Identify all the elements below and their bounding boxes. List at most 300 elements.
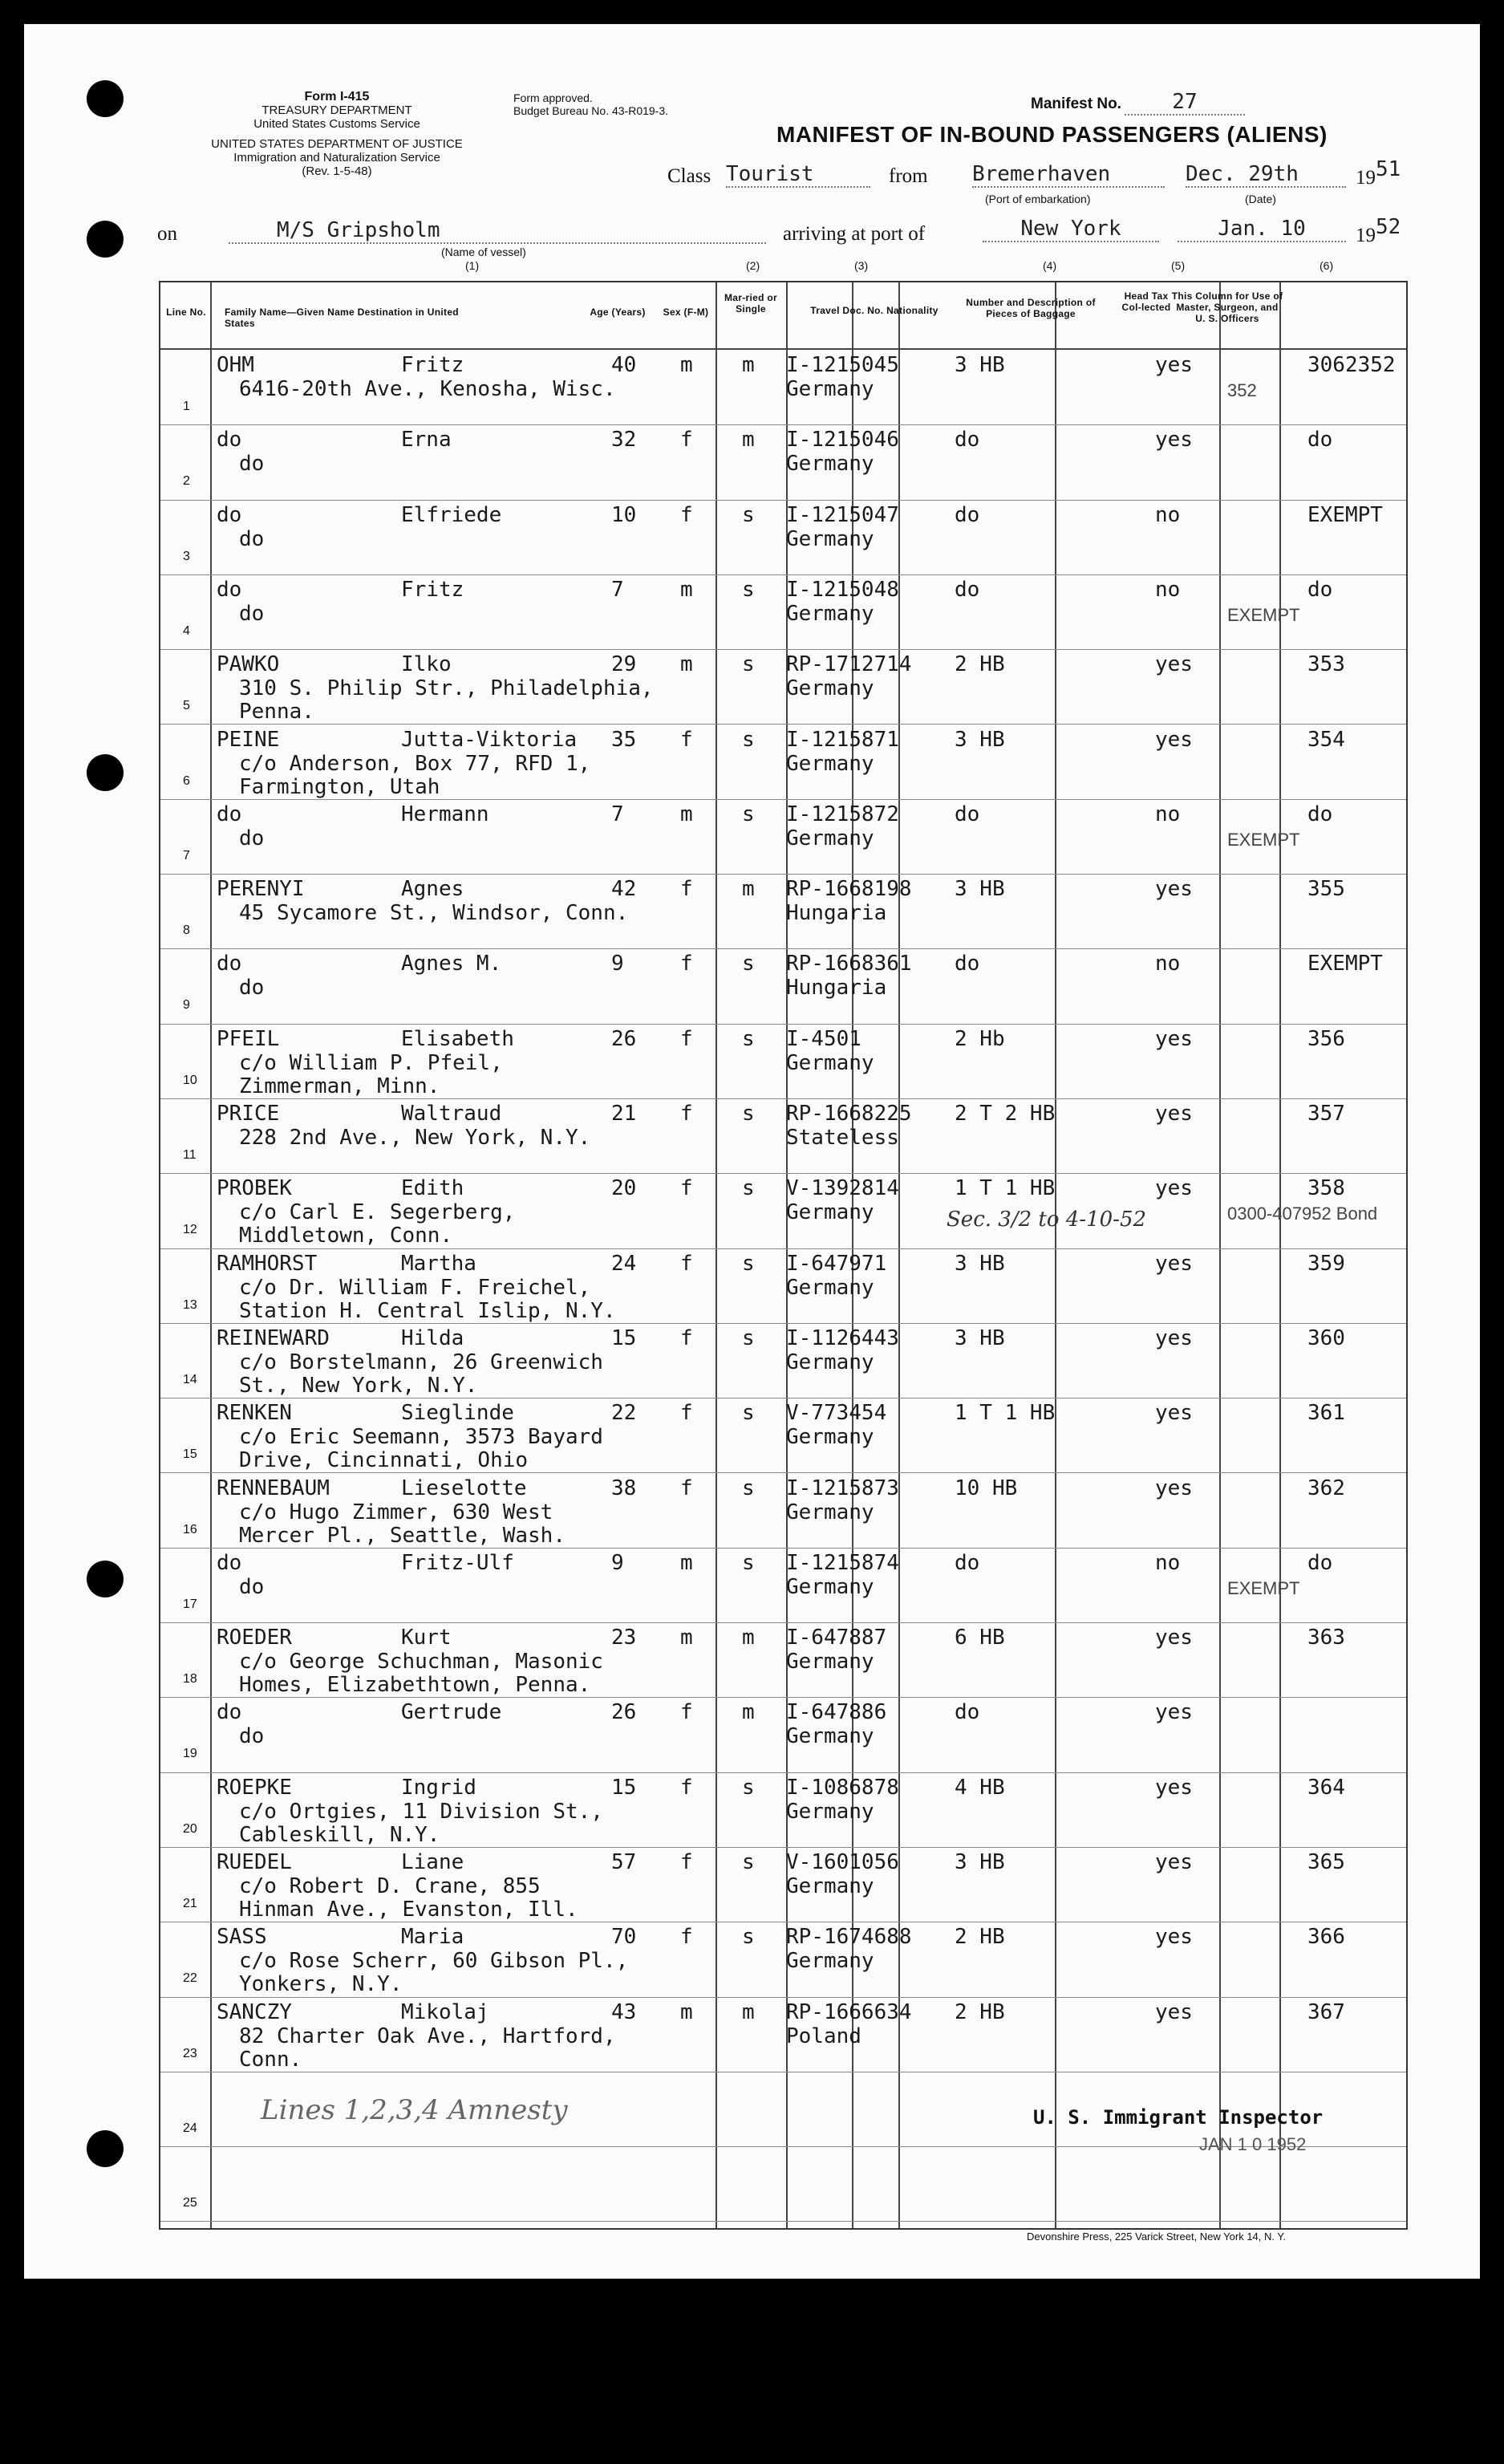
destination: 82 Charter Oak Ave., Hartford, [239, 2024, 616, 2048]
class-value: Tourist [726, 162, 870, 188]
family-name: RUEDEL [217, 1850, 292, 1874]
head-tax: no [1155, 502, 1181, 527]
travel-doc-number: I-647887 [786, 1626, 887, 1650]
line-number: 3 [183, 549, 190, 563]
date-caption: (Date) [1245, 193, 1276, 205]
officer-use: 362 [1307, 1476, 1345, 1500]
destination: Cableskill, N.Y. [239, 1822, 440, 1847]
destination: do [239, 1574, 265, 1599]
age: 70 [611, 1925, 637, 1950]
family-name: RAMHORST [217, 1251, 318, 1276]
destination: Drive, Cincinnati, Ohio [239, 1448, 529, 1473]
destination: Zimmerman, Minn. [239, 1074, 440, 1098]
officer-use: 366 [1307, 1925, 1345, 1950]
baggage: 3 HB [955, 353, 1005, 377]
printer-imprint: Devonshire Press, 225 Varick Street, New York 14, N. Y. [1027, 2231, 1286, 2243]
line-number: 24 [183, 2121, 197, 2135]
table-row [160, 350, 1406, 424]
table-row [160, 948, 1406, 1023]
family-name: do [217, 1550, 242, 1575]
given-name: Waltraud [401, 1102, 502, 1126]
travel-doc-number: RP-1712714 [786, 652, 912, 677]
age: 35 [611, 727, 637, 752]
officer-use: do [1307, 428, 1333, 453]
nationality: Germany [786, 1724, 874, 1749]
punch-hole [87, 221, 124, 258]
officer-use: EXEMPT [1307, 502, 1383, 527]
head-tax: yes [1155, 428, 1193, 453]
given-name: Fritz-Ulf [401, 1550, 514, 1575]
departure-date: Dec. 29th [1186, 162, 1346, 188]
inspection-date-stamp: JAN 1 0 1952 [1199, 2134, 1307, 2154]
destination: 45 Sycamore St., Windsor, Conn. [239, 901, 629, 926]
baggage: 2 HB [955, 1999, 1005, 2024]
marital-status: s [742, 502, 755, 527]
line-number: 19 [183, 1747, 197, 1761]
baggage: 4 HB [955, 1775, 1005, 1800]
travel-doc-number: I-1215048 [786, 577, 899, 602]
given-name: Gertrude [401, 1700, 502, 1725]
officer-use-note: EXEMPT [1227, 1577, 1300, 1598]
header-baggage: Number and Description of Pieces of Baggage [966, 297, 1096, 319]
officer-use-note: EXEMPT [1227, 829, 1300, 850]
family-name: do [217, 577, 242, 602]
head-tax: yes [1155, 1401, 1193, 1426]
column-number: (6) [1320, 259, 1334, 272]
officer-use: 365 [1307, 1850, 1345, 1874]
line-number: 15 [183, 1447, 197, 1462]
nationality: Germany [786, 1350, 874, 1374]
arrival-year: 1952 [1356, 215, 1401, 246]
table-row [160, 574, 1406, 649]
baggage: do [955, 1550, 980, 1575]
family-name: ROEDER [217, 1626, 292, 1650]
nationality: Poland [786, 2024, 861, 2048]
baggage: 3 HB [955, 727, 1005, 752]
family-name: PERENYI [217, 877, 305, 902]
table-row-empty [160, 2146, 1406, 2221]
age: 7 [611, 802, 624, 826]
line-number: 5 [183, 699, 190, 713]
destination: c/o George Schuchman, Masonic [239, 1650, 603, 1674]
family-name: OHM [217, 353, 254, 377]
age: 38 [611, 1476, 637, 1500]
head-tax: yes [1155, 727, 1193, 752]
family-name: do [217, 502, 242, 527]
age: 9 [611, 1550, 624, 1575]
destination: Farmington, Utah [239, 774, 440, 799]
baggage: do [955, 577, 980, 602]
marital-status: s [742, 1102, 755, 1126]
head-tax: yes [1155, 877, 1193, 902]
marital-status: s [742, 1476, 755, 1500]
travel-doc-number: I-1215045 [786, 353, 899, 377]
marital-status: m [742, 353, 755, 377]
table-row [160, 424, 1406, 499]
line-number: 8 [183, 923, 190, 938]
column-number: (4) [1043, 259, 1057, 272]
family-name: do [217, 952, 242, 976]
age: 22 [611, 1401, 637, 1426]
table-row [160, 1248, 1406, 1323]
age: 40 [611, 353, 637, 377]
baggage: 3 HB [955, 1325, 1005, 1350]
family-name: ROEPKE [217, 1775, 292, 1800]
from-label: from [889, 165, 928, 187]
travel-doc-number: RP-1668361 [786, 952, 912, 976]
head-tax: no [1155, 802, 1181, 826]
head-tax: yes [1155, 1775, 1193, 1800]
table-row [160, 1173, 1406, 1248]
given-name: Elfriede [401, 502, 502, 527]
table-row [160, 1473, 1406, 1548]
form-header-left: Form I-415 TREASURY DEPARTMENT United States Customs Service UNITED STATES DEPARTMENT OF JUSTICE Immigration and Naturalization Service (Rev. 1-5-48) [211, 90, 463, 178]
document-title: MANIFEST OF IN-BOUND PASSENGERS (ALIENS) [776, 122, 1328, 147]
given-name: Hilda [401, 1325, 464, 1350]
table-row [160, 649, 1406, 724]
destination: 6416-20th Ave., Kenosha, Wisc. [239, 377, 616, 401]
line-number: 16 [183, 1522, 197, 1536]
age: 23 [611, 1626, 637, 1650]
nationality: Germany [786, 1425, 874, 1450]
header-age: Age (Years) [590, 306, 646, 318]
destination: c/o Robert D. Crane, 855 [239, 1874, 541, 1898]
head-tax: yes [1155, 1850, 1193, 1874]
line-number: 12 [183, 1223, 197, 1237]
officer-use: 367 [1307, 1999, 1345, 2024]
given-name: Ilko [401, 652, 452, 677]
destination: c/o Eric Seemann, 3573 Bayard [239, 1425, 603, 1450]
from-value: Bremerhaven [972, 162, 1165, 188]
baggage: do [955, 1700, 980, 1725]
travel-doc-number: I-1086878 [786, 1775, 899, 1800]
baggage: 6 HB [955, 1626, 1005, 1650]
passenger-table [159, 281, 1408, 2230]
nationality: Germany [786, 1799, 874, 1824]
table-row [160, 799, 1406, 874]
table-row [160, 500, 1406, 574]
officer-use: 356 [1307, 1026, 1345, 1051]
destination: Penna. [239, 700, 314, 725]
marital-status: s [742, 652, 755, 677]
nationality: Hungaria [786, 901, 887, 926]
destination: Conn. [239, 2047, 302, 2072]
sex: m [680, 652, 693, 677]
travel-doc-number: I-1215046 [786, 428, 899, 453]
given-name: Fritz [401, 577, 464, 602]
family-name: PRICE [217, 1102, 280, 1126]
sex: m [680, 577, 693, 602]
table-row [160, 1697, 1406, 1772]
departure-year: 1951 [1356, 157, 1401, 189]
nationality: Hungaria [786, 976, 887, 1001]
travel-doc-number: I-1215047 [786, 502, 899, 527]
nationality: Germany [786, 826, 874, 850]
head-tax: yes [1155, 1626, 1193, 1650]
baggage: 1 T 1 HB [955, 1176, 1056, 1201]
officer-use: do [1307, 802, 1333, 826]
table-row [160, 1098, 1406, 1173]
line-number: 10 [183, 1073, 197, 1087]
officer-use: EXEMPT [1307, 952, 1383, 976]
nationality: Germany [786, 1874, 874, 1898]
line-number: 4 [183, 623, 190, 638]
age: 7 [611, 577, 624, 602]
destination: Mercer Pl., Seattle, Wash. [239, 1523, 566, 1548]
line-number: 1 [183, 400, 190, 413]
given-name: Lieselotte [401, 1476, 527, 1500]
table-row [160, 1622, 1406, 1697]
destination: do [239, 1724, 265, 1749]
marital-status: s [742, 1550, 755, 1575]
line-number: 2 [183, 474, 190, 489]
nationality: Germany [786, 1949, 874, 1974]
line-number: 9 [183, 998, 190, 1013]
nationality: Germany [786, 676, 874, 701]
column-number: (2) [746, 259, 760, 272]
line-number: 7 [183, 848, 190, 863]
head-tax: yes [1155, 1925, 1193, 1950]
given-name: Sieglinde [401, 1401, 514, 1426]
officer-use: 361 [1307, 1401, 1345, 1426]
officer-use: 354 [1307, 727, 1345, 752]
header-travel-doc: Travel Doc. No. Nationality [810, 305, 938, 316]
line-number: 21 [183, 1897, 197, 1910]
arrival-port: New York [983, 217, 1159, 242]
destination: 310 S. Philip Str., Philadelphia, [239, 676, 654, 701]
line-number: 18 [183, 1672, 197, 1687]
officer-use-note: 0300-407952 Bond [1227, 1204, 1378, 1224]
destination: do [239, 452, 265, 477]
marital-status: s [742, 802, 755, 826]
nationality: Germany [786, 452, 874, 477]
given-name: Hermann [401, 802, 489, 826]
officer-use: 358 [1307, 1176, 1345, 1201]
nationality: Stateless [786, 1126, 899, 1150]
family-name: PROBEK [217, 1176, 292, 1201]
baggage: 10 HB [955, 1476, 1018, 1500]
officer-use: 364 [1307, 1775, 1345, 1800]
given-name: Ingrid [401, 1775, 476, 1800]
sex: f [680, 1401, 693, 1426]
given-name: Fritz [401, 353, 464, 377]
head-tax: no [1155, 1550, 1181, 1575]
marital-status: s [742, 1775, 755, 1800]
destination: do [239, 526, 265, 551]
sex: f [680, 727, 693, 752]
travel-doc-number: V-1601056 [786, 1850, 899, 1874]
head-tax: yes [1155, 1476, 1193, 1500]
baggage: 3 HB [955, 1850, 1005, 1874]
age: 29 [611, 652, 637, 677]
baggage: do [955, 428, 980, 453]
age: 9 [611, 952, 624, 976]
head-tax: yes [1155, 1026, 1193, 1051]
officer-use: 3062352 [1307, 353, 1396, 377]
travel-doc-number: RP-1674688 [786, 1925, 912, 1950]
travel-doc-number: I-1215874 [786, 1550, 899, 1575]
officer-use: 353 [1307, 652, 1345, 677]
baggage: 1 T 1 HB [955, 1401, 1056, 1426]
inspector-stamp: U. S. Immigrant Inspector [1033, 2106, 1324, 2129]
family-name: do [217, 802, 242, 826]
officer-use: 359 [1307, 1251, 1345, 1276]
family-name: do [217, 428, 242, 453]
table-row [160, 1398, 1406, 1472]
marital-status: m [742, 1999, 755, 2024]
vessel-name: M/S Gripsholm [229, 218, 766, 244]
punch-hole [87, 1561, 124, 1597]
table-row [160, 1997, 1406, 2072]
port-caption: (Port of embarkation) [985, 193, 1091, 205]
sex: m [680, 802, 693, 826]
arriving-label: arriving at port of [783, 223, 926, 245]
given-name: Agnes M. [401, 952, 502, 976]
age: 26 [611, 1700, 637, 1725]
nationality: Germany [786, 1050, 874, 1075]
destination: c/o Rose Scherr, 60 Gibson Pl., [239, 1949, 629, 1974]
age: 26 [611, 1026, 637, 1051]
age: 15 [611, 1325, 637, 1350]
destination: c/o Hugo Zimmer, 630 West [239, 1500, 553, 1524]
line-number: 6 [183, 773, 190, 788]
sex: f [680, 877, 693, 902]
travel-doc-number: V-773454 [786, 1401, 887, 1426]
punch-hole [87, 2130, 124, 2167]
nationality: Germany [786, 601, 874, 626]
age: 42 [611, 877, 637, 902]
destination: do [239, 601, 265, 626]
table-row [160, 1847, 1406, 1922]
marital-status: m [742, 428, 755, 453]
destination: Yonkers, N.Y. [239, 1972, 403, 1997]
officer-use-note: EXEMPT [1227, 604, 1300, 625]
class-label: Class [667, 165, 711, 187]
officer-use: do [1307, 1550, 1333, 1575]
officer-use: 357 [1307, 1102, 1345, 1126]
baggage: do [955, 952, 980, 976]
destination: do [239, 826, 265, 850]
table-row [160, 1548, 1406, 1622]
age: 20 [611, 1176, 637, 1201]
given-name: Elisabeth [401, 1026, 514, 1051]
destination: St., New York, N.Y. [239, 1373, 478, 1398]
destination: c/o William P. Pfeil, [239, 1050, 503, 1075]
head-tax: yes [1155, 1700, 1193, 1725]
table-row [160, 1323, 1406, 1398]
table-row [160, 725, 1406, 799]
baggage: 2 HB [955, 652, 1005, 677]
nationality: Germany [786, 1574, 874, 1599]
travel-doc-number: V-1392814 [786, 1176, 899, 1201]
sex: f [680, 1775, 693, 1800]
head-tax: no [1155, 952, 1181, 976]
baggage: 2 T 2 HB [955, 1102, 1056, 1126]
marital-status: s [742, 1325, 755, 1350]
destination: c/o Borstelmann, 26 Greenwich [239, 1350, 603, 1374]
nationality: Germany [786, 1500, 874, 1524]
baggage: do [955, 502, 980, 527]
form-approval: Form approved. Budget Bureau No. 43-R019-3. [513, 91, 669, 117]
head-tax: yes [1155, 1176, 1193, 1201]
head-tax: yes [1155, 1325, 1193, 1350]
destination: Middletown, Conn. [239, 1224, 453, 1248]
table-row [160, 1922, 1406, 1996]
header-head-tax: Head Tax Col-lected [1121, 290, 1171, 313]
destination: c/o Carl E. Segerberg, [239, 1200, 516, 1225]
officer-use: 360 [1307, 1325, 1345, 1350]
head-tax: yes [1155, 652, 1193, 677]
head-tax: yes [1155, 1999, 1193, 2024]
table-row [160, 874, 1406, 948]
line-number: 23 [183, 2046, 197, 2060]
travel-doc-number: I-647886 [786, 1700, 887, 1725]
column-number: (3) [854, 259, 869, 272]
marital-status: s [742, 577, 755, 602]
age: 43 [611, 1999, 637, 2024]
baggage: do [955, 802, 980, 826]
destination: 228 2nd Ave., New York, N.Y. [239, 1126, 591, 1150]
sex: f [680, 1700, 693, 1725]
sex: f [680, 1251, 693, 1276]
family-name: PEINE [217, 727, 280, 752]
baggage: 3 HB [955, 877, 1005, 902]
sex: m [680, 1626, 693, 1650]
nationality: Germany [786, 1650, 874, 1674]
destination: c/o Dr. William F. Freichel, [239, 1275, 591, 1300]
handwritten-note-lines: Lines 1,2,3,4 Amnesty [261, 2094, 568, 2126]
given-name: Jutta-Viktoria [401, 727, 578, 752]
destination: Hinman Ave., Evanston, Ill. [239, 1898, 578, 1922]
header-line-no: Line No. [166, 306, 206, 318]
age: 57 [611, 1850, 637, 1874]
destination: do [239, 976, 265, 1001]
destination: Station H. Central Islip, N.Y. [239, 1298, 616, 1323]
age: 24 [611, 1251, 637, 1276]
nationality: Germany [786, 377, 874, 401]
sex: m [680, 1550, 693, 1575]
given-name: Mikolaj [401, 1999, 489, 2024]
baggage: 2 Hb [955, 1026, 1005, 1051]
punch-hole [87, 80, 124, 117]
travel-doc-number: RP-1666634 [786, 1999, 912, 2024]
destination: Homes, Elizabethtown, Penna. [239, 1673, 591, 1698]
age: 21 [611, 1102, 637, 1126]
sex: f [680, 428, 693, 453]
marital-status: m [742, 877, 755, 902]
marital-status: s [742, 1925, 755, 1950]
nationality: Germany [786, 1275, 874, 1300]
header-name: Family Name—Given Name Destination in United States [225, 306, 459, 329]
column-number: (1) [465, 259, 480, 272]
manifest-number: Manifest No. 27 [1031, 90, 1245, 116]
family-name: do [217, 1700, 242, 1725]
travel-doc-number: I-1215873 [786, 1476, 899, 1500]
family-name: PAWKO [217, 652, 280, 677]
table-row [160, 1024, 1406, 1098]
table-row [160, 1772, 1406, 1847]
header-sex: Sex (F-M) [663, 306, 709, 318]
travel-doc-number: I-4501 [786, 1026, 861, 1051]
family-name: SASS [217, 1925, 267, 1950]
nationality: Germany [786, 1200, 874, 1225]
marital-status: s [742, 1251, 755, 1276]
marital-status: s [742, 1850, 755, 1874]
sex: f [680, 502, 693, 527]
marital-status: m [742, 1626, 755, 1650]
officer-use: do [1307, 577, 1333, 602]
marital-status: s [742, 1176, 755, 1201]
